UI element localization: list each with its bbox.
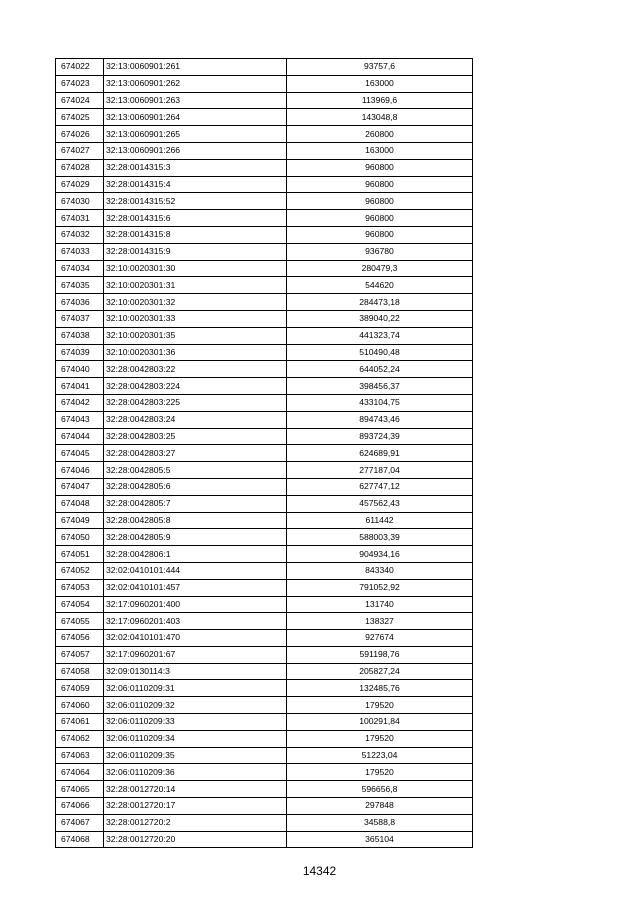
table-row [56,411,473,428]
cadastral-number-cell: 32:28:0042803:224 [104,378,287,395]
cadastral-number-cell: 32:13:0060901:262 [104,75,287,92]
row-number-cell: 674036 [56,294,104,311]
cadastral-number-cell: 32:28:0042803:22 [104,361,287,378]
table-row [56,646,473,663]
value-cell: 131740 [287,596,473,613]
value-cell: 591198,76 [287,646,473,663]
cadastral-number-cell: 32:06:0110209:33 [104,714,287,731]
table-row [56,378,473,395]
value-cell: 611442 [287,512,473,529]
table-row [56,445,473,462]
cadastral-number-cell: 32:28:0014315:8 [104,226,287,243]
cadastral-number-cell: 32:10:0020301:33 [104,310,287,327]
row-number-cell: 674048 [56,495,104,512]
table-body [56,59,473,848]
cadastral-number-cell: 32:28:0014315:3 [104,159,287,176]
row-number-cell: 674026 [56,126,104,143]
row-number-cell: 674067 [56,814,104,831]
cadastral-number-cell: 32:28:0012720:14 [104,781,287,798]
value-cell: 205827,24 [287,663,473,680]
row-number-cell: 674033 [56,243,104,260]
row-number-cell: 674028 [56,159,104,176]
table-row [56,697,473,714]
row-number-cell: 674059 [56,680,104,697]
table-row [56,798,473,815]
row-number-cell: 674054 [56,596,104,613]
value-cell: 93757,6 [287,59,473,76]
value-cell: 960800 [287,159,473,176]
value-cell: 163000 [287,75,473,92]
cadastral-number-cell: 32:13:0060901:266 [104,142,287,159]
row-number-cell: 674056 [56,630,104,647]
cadastral-number-cell: 32:06:0110209:32 [104,697,287,714]
value-cell: 894743,46 [287,411,473,428]
table-row [56,226,473,243]
row-number-cell: 674057 [56,646,104,663]
cadastral-number-cell: 32:17:0960201:403 [104,613,287,630]
value-cell: 389040,22 [287,310,473,327]
cadastral-number-cell: 32:10:0020301:31 [104,277,287,294]
row-number-cell: 674038 [56,327,104,344]
table-row [56,747,473,764]
cadastral-number-cell: 32:28:0014315:4 [104,176,287,193]
cadastral-number-cell: 32:06:0110209:31 [104,680,287,697]
row-number-cell: 674062 [56,730,104,747]
value-cell: 927674 [287,630,473,647]
value-cell: 457562,43 [287,495,473,512]
table-row [56,428,473,445]
table-row [56,714,473,731]
cadastral-number-cell: 32:28:0042803:25 [104,428,287,445]
cadastral-number-cell: 32:02:0410101:457 [104,579,287,596]
table-row [56,814,473,831]
table-row [56,663,473,680]
value-cell: 544620 [287,277,473,294]
value-cell: 624689,91 [287,445,473,462]
value-cell: 960800 [287,210,473,227]
value-cell: 365104 [287,831,473,848]
cadastral-number-cell: 32:28:0042803:225 [104,394,287,411]
value-cell: 960800 [287,193,473,210]
value-cell: 179520 [287,697,473,714]
cadastral-number-cell: 32:09:0130114:3 [104,663,287,680]
row-number-cell: 674031 [56,210,104,227]
cadastral-number-cell: 32:28:0014315:52 [104,193,287,210]
value-cell: 960800 [287,226,473,243]
row-number-cell: 674032 [56,226,104,243]
row-number-cell: 674066 [56,798,104,815]
value-cell: 138327 [287,613,473,630]
cadastral-number-cell: 32:10:0020301:30 [104,260,287,277]
table-row [56,764,473,781]
value-cell: 179520 [287,764,473,781]
cadastral-value-table [55,58,473,848]
table-row [56,176,473,193]
cadastral-number-cell: 32:02:0410101:444 [104,562,287,579]
value-cell: 791052,92 [287,579,473,596]
table-row [56,361,473,378]
cadastral-number-cell: 32:13:0060901:265 [104,126,287,143]
cadastral-number-cell: 32:28:0042805:6 [104,478,287,495]
value-cell: 132485,76 [287,680,473,697]
row-number-cell: 674045 [56,445,104,462]
cadastral-number-cell: 32:28:0042803:27 [104,445,287,462]
cadastral-number-cell: 32:06:0110209:35 [104,747,287,764]
value-cell: 297848 [287,798,473,815]
cadastral-number-cell: 32:28:0042805:9 [104,529,287,546]
cadastral-number-cell: 32:28:0012720:20 [104,831,287,848]
value-cell: 441323,74 [287,327,473,344]
row-number-cell: 674055 [56,613,104,630]
value-cell: 163000 [287,142,473,159]
value-cell: 51223,04 [287,747,473,764]
value-cell: 100291,84 [287,714,473,731]
cadastral-number-cell: 32:06:0110209:34 [104,730,287,747]
row-number-cell: 674043 [56,411,104,428]
cadastral-number-cell: 32:28:0014315:6 [104,210,287,227]
value-cell: 113969,6 [287,92,473,109]
table-row [56,59,473,76]
table-row [56,546,473,563]
value-cell: 510490,48 [287,344,473,361]
row-number-cell: 674046 [56,462,104,479]
value-cell: 398456,37 [287,378,473,395]
cadastral-number-cell: 32:02:0410101:470 [104,630,287,647]
table-row [56,630,473,647]
cadastral-number-cell: 32:10:0020301:36 [104,344,287,361]
row-number-cell: 674050 [56,529,104,546]
cadastral-number-cell: 32:13:0060901:263 [104,92,287,109]
value-cell: 936780 [287,243,473,260]
cadastral-number-cell: 32:13:0060901:261 [104,59,287,76]
cadastral-number-cell: 32:06:0110209:36 [104,764,287,781]
row-number-cell: 674044 [56,428,104,445]
value-cell: 904934,16 [287,546,473,563]
table-row [56,159,473,176]
cadastral-number-cell: 32:10:0020301:35 [104,327,287,344]
row-number-cell: 674052 [56,562,104,579]
value-cell: 179520 [287,730,473,747]
row-number-cell: 674047 [56,478,104,495]
row-number-cell: 674053 [56,579,104,596]
cadastral-number-cell: 32:28:0042803:24 [104,411,287,428]
row-number-cell: 674025 [56,109,104,126]
table-row [56,512,473,529]
row-number-cell: 674035 [56,277,104,294]
table-row [56,327,473,344]
value-cell: 588003,39 [287,529,473,546]
table-row [56,394,473,411]
value-cell: 644052,24 [287,361,473,378]
value-cell: 143048,8 [287,109,473,126]
row-number-cell: 674029 [56,176,104,193]
table-row [56,310,473,327]
row-number-cell: 674051 [56,546,104,563]
cadastral-number-cell: 32:28:0042806:1 [104,546,287,563]
value-cell: 433104,75 [287,394,473,411]
table-row [56,730,473,747]
table-row [56,478,473,495]
table-row [56,579,473,596]
value-cell: 627747,12 [287,478,473,495]
value-cell: 260800 [287,126,473,143]
row-number-cell: 674068 [56,831,104,848]
cadastral-number-cell: 32:13:0060901:264 [104,109,287,126]
value-cell: 34588,8 [287,814,473,831]
table-row [56,75,473,92]
row-number-cell: 674060 [56,697,104,714]
row-number-cell: 674063 [56,747,104,764]
cadastral-number-cell: 32:28:0012720:2 [104,814,287,831]
table-row [56,277,473,294]
cadastral-number-cell: 32:28:0014315:9 [104,243,287,260]
table-row [56,781,473,798]
row-number-cell: 674042 [56,394,104,411]
value-cell: 893724,39 [287,428,473,445]
row-number-cell: 674039 [56,344,104,361]
row-number-cell: 674037 [56,310,104,327]
row-number-cell: 674041 [56,378,104,395]
value-cell: 843340 [287,562,473,579]
table-row [56,831,473,848]
cadastral-number-cell: 32:10:0020301:32 [104,294,287,311]
table-row [56,680,473,697]
table-row [56,126,473,143]
table-row [56,243,473,260]
row-number-cell: 674024 [56,92,104,109]
table-row [56,294,473,311]
cadastral-number-cell: 32:28:0042805:5 [104,462,287,479]
table-row [56,495,473,512]
table-row [56,613,473,630]
cadastral-number-cell: 32:28:0042805:8 [104,512,287,529]
table-row [56,210,473,227]
value-cell: 596656,8 [287,781,473,798]
table-row [56,529,473,546]
table-row [56,562,473,579]
table-row [56,142,473,159]
value-cell: 284473,18 [287,294,473,311]
row-number-cell: 674061 [56,714,104,731]
row-number-cell: 674064 [56,764,104,781]
row-number-cell: 674040 [56,361,104,378]
cadastral-number-cell: 32:17:0960201:400 [104,596,287,613]
row-number-cell: 674065 [56,781,104,798]
table-row [56,92,473,109]
table-row [56,462,473,479]
row-number-cell: 674034 [56,260,104,277]
value-cell: 280479,3 [287,260,473,277]
table-row [56,193,473,210]
cadastral-number-cell: 32:28:0012720:17 [104,798,287,815]
cadastral-number-cell: 32:28:0042805:7 [104,495,287,512]
page-number: 14342 [302,864,337,878]
table-row [56,344,473,361]
row-number-cell: 674030 [56,193,104,210]
table-row [56,260,473,277]
table-row [56,109,473,126]
table-row [56,596,473,613]
row-number-cell: 674022 [56,59,104,76]
value-cell: 277187,04 [287,462,473,479]
row-number-cell: 674049 [56,512,104,529]
cadastral-number-cell: 32:17:0960201:67 [104,646,287,663]
row-number-cell: 674023 [56,75,104,92]
row-number-cell: 674058 [56,663,104,680]
value-cell: 960800 [287,176,473,193]
row-number-cell: 674027 [56,142,104,159]
